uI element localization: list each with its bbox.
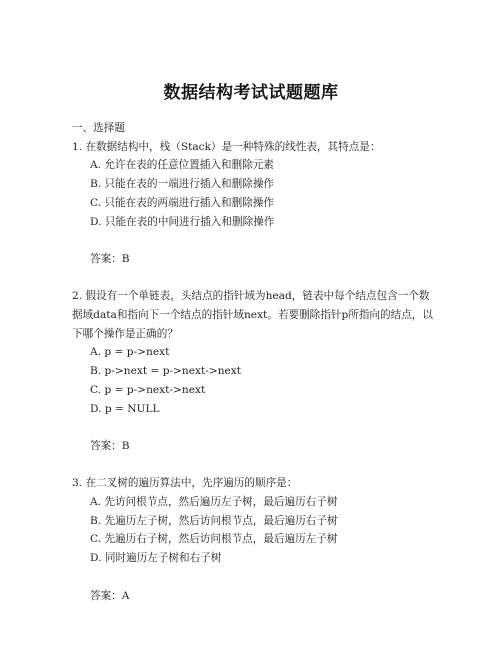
spacer — [72, 269, 434, 288]
option-c: C. 先遍历右子树，然后访问根节点，最后遍历左子树 — [90, 533, 338, 546]
question-stem: 1. 在数据结构中，栈（Stack）是一种特殊的线性表，其特点是： — [72, 140, 381, 153]
answer: 答案：B — [90, 252, 130, 265]
document-title: 数据结构考试试题题库 — [163, 83, 339, 103]
option-a: A. 允许在表的任意位置插入和删除元素 — [90, 159, 274, 172]
option-a: A. p = p->next — [90, 346, 170, 359]
question-stem: 3. 在二叉树的遍历算法中，先序遍历的顺序是： — [72, 477, 298, 490]
section-heading: 一、选择题 — [72, 122, 125, 134]
question-2 — [72, 287, 434, 474]
option-b: B. p->next = p->next->next — [90, 365, 242, 378]
option-a: A. 先访问根节点，然后遍历左子树，最后遍历右子树 — [90, 496, 338, 508]
spacer — [72, 568, 434, 587]
question-stem: 2. 假设有一个单链表，头结点的指针域为head，链表中每个结点包含一个数据域data和指向下一个结点的指针域next。若要删除指针p所指向的结点，以下哪个操作是正确的？ — [72, 290, 433, 340]
answer: 答案：A — [90, 589, 130, 602]
option-c: C. 只能在表的两端进行插入和删除操作 — [90, 196, 274, 209]
option-d: D. p = NULL — [90, 402, 160, 415]
spacer — [72, 231, 434, 250]
question-3 — [72, 474, 434, 605]
spacer — [72, 456, 434, 475]
option-b: B. 只能在表的一端进行插入和删除操作 — [90, 178, 275, 191]
option-c: C. p = p->next->next — [90, 383, 206, 396]
spacer — [72, 418, 434, 437]
option-b: B. 先遍历左子树，然后访问根节点，最后遍历右子树 — [90, 514, 338, 527]
answer: 答案：B — [90, 439, 130, 452]
document-body — [72, 119, 434, 605]
question-1 — [72, 138, 434, 288]
option-d: D. 只能在表的中间进行插入和删除操作 — [90, 215, 275, 228]
option-d: D. 同时遍历左子树和右子树 — [90, 552, 222, 565]
